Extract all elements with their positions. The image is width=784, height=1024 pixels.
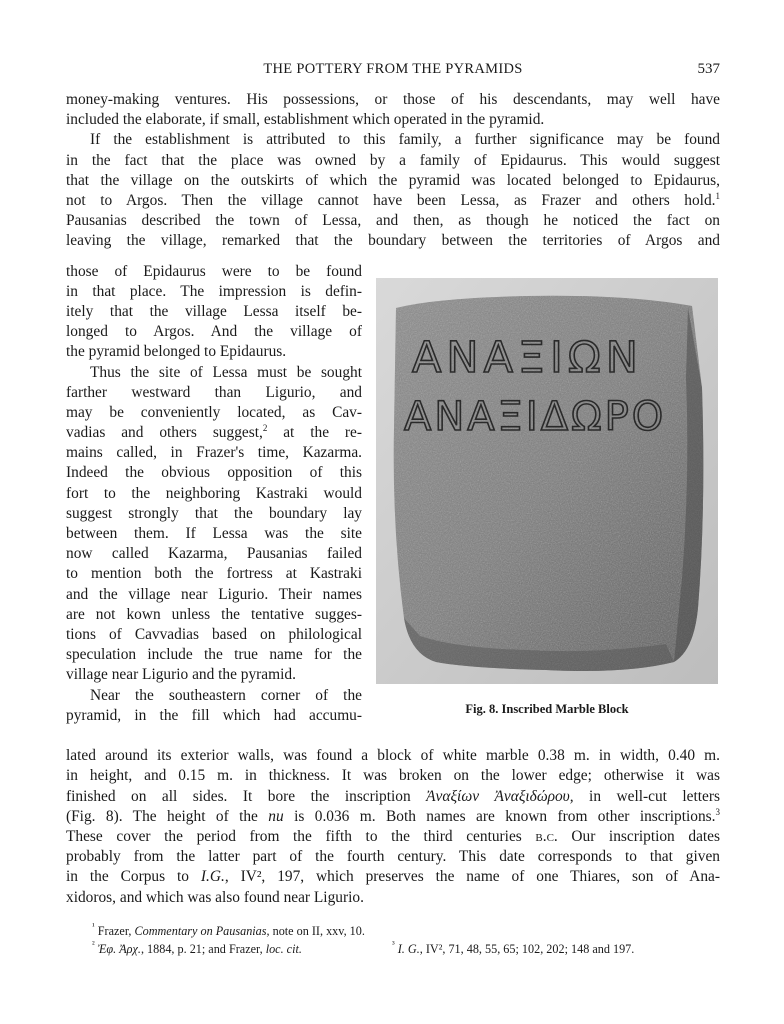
text-line: farther westward than Ligurio, and	[66, 383, 362, 401]
text-line: longed to Argos. And the village of	[66, 323, 362, 341]
text-line: money-making ventures. His possessions, or those of his descendants, may well have	[66, 91, 720, 108]
footnote-2: $^{^2}$ Ἐφ. Ἀρχ., 1884, p. 21; and Frazer, loc. cit.	[92, 939, 302, 956]
text-line: that the village on the outskirts of which the pyramid was located belonged to Epidaurus,	[66, 171, 720, 189]
footnote-2-3	[92, 940, 722, 958]
text-line: finished on all sides. It bore the inscription Ἀναξίων Ἀναξιδώρου, in well-cut letters	[66, 787, 720, 805]
text-line: in height, and 0.15 m. in thickness. It was broken on the lower edge; otherwise it was	[66, 767, 720, 785]
text-line: between them. If Lessa was the site	[66, 525, 362, 543]
text-block-narrow	[66, 262, 362, 726]
text-line: Indeed the obvious opposition of this	[66, 464, 362, 482]
text-line: These cover the period from the fifth to the third centuries b.c. Our inscription dates	[66, 827, 720, 845]
text-line: are not kown unless the tentative sugges-	[66, 605, 362, 623]
footnote-1: $^{^1}$ Frazer, Commentary on Pausanias, note on II, xxv, 10.	[92, 921, 365, 938]
footnote-ref: 1	[715, 190, 720, 201]
text-line: xidoros, and which was also found near Ligurio.	[66, 888, 364, 906]
text-line: now called Kazarma, Pausanias failed	[66, 545, 362, 563]
text-line: pyramid, in the fill which had accumu-	[66, 706, 362, 724]
text-line: fort to the neighboring Kastraki would	[66, 484, 362, 502]
text-line: lated around its exterior walls, was found a block of white marble 0.38 m. in width, 0.40 m.	[66, 747, 720, 765]
text-line: to mention both the fortress at Kastraki	[66, 565, 362, 583]
text-line: Pausanias described the town of Lessa, and then, as though he noticed the fact on	[66, 212, 720, 230]
running-title: THE POTTERY FROM THE PYRAMIDS	[263, 61, 523, 77]
figure-inscribed-marble-block	[376, 278, 718, 684]
text-line: included the elaborate, if small, establishment which operated in the pyramid.	[66, 111, 545, 129]
footnote-3: $^{^3}$ I. G., IV², 71, 48, 55, 65; 102, 202; 148 and 197.	[392, 939, 635, 956]
greek-inscription-text: Ἀναξίων Ἀναξιδώρου,	[426, 787, 574, 805]
inscription-line-1: ΑΝΑΞΙΩΝ	[412, 333, 643, 383]
footnote-ref: 3	[715, 806, 720, 817]
text-line: in that place. The impression is defin-	[66, 282, 362, 300]
text-line: If the establishment is attributed to this family, a further significance may be found	[90, 131, 720, 149]
text-line: in the fact that the place was owned by a family of Epidaurus. This would suggest	[66, 151, 720, 169]
text-line: mains called, in Frazer's time, Kazarma.	[66, 444, 362, 462]
text-line: not to Argos. Then the village cannot have been Lessa, as Frazer and others hold.$^1$	[66, 190, 720, 209]
text-line: leaving the village, remarked that the boundary between the territories of Argos and	[66, 232, 720, 250]
text-line: itely that the village Lessa itself be-	[66, 302, 362, 320]
text-line: may be conveniently located, as Cav-	[66, 403, 362, 421]
page-number: 537	[697, 61, 720, 77]
footnote-ref: 2	[262, 423, 268, 434]
text-block-top	[66, 90, 720, 252]
text-line: the pyramid belonged to Epidaurus.	[66, 343, 287, 361]
text-block-bottom	[66, 746, 720, 908]
marble-block-photo	[376, 278, 718, 684]
text-line: and the village near Ligurio. Their names	[66, 585, 362, 603]
figure-caption: Fig. 8. Inscribed Marble Block	[465, 702, 629, 716]
running-header	[66, 61, 720, 81]
footnotes	[92, 922, 722, 958]
text-line: probably from the latter part of the fourth century. This date corresponds to that given	[66, 848, 720, 866]
text-line: (Fig. 8). The height of the nu is 0.036 m. Both names are known from other inscriptions.$^3$	[66, 806, 720, 825]
text-line: Thus the site of Lessa must be sought	[90, 363, 362, 381]
text-line: Near the southeastern corner of the	[90, 686, 362, 704]
text-line: those of Epidaurus were to be found	[66, 262, 362, 280]
text-line: suggest strongly that the boundary lay	[66, 504, 362, 522]
text-line: speculation include the true name for the	[66, 646, 362, 664]
text-line: village near Ligurio and the pyramid.	[66, 666, 296, 684]
text-line: vadias and others suggest,$^2$ at the re-	[66, 423, 362, 442]
inscription-line-2: ΑΝΑΞΙΔΩΡΟ	[404, 394, 667, 440]
text-line: tions of Cavvadias based on philological	[66, 625, 362, 643]
text-line: in the Corpus to I.G., IV², 197, which preserves the name of one Thiares, son of Ana-	[66, 868, 720, 886]
